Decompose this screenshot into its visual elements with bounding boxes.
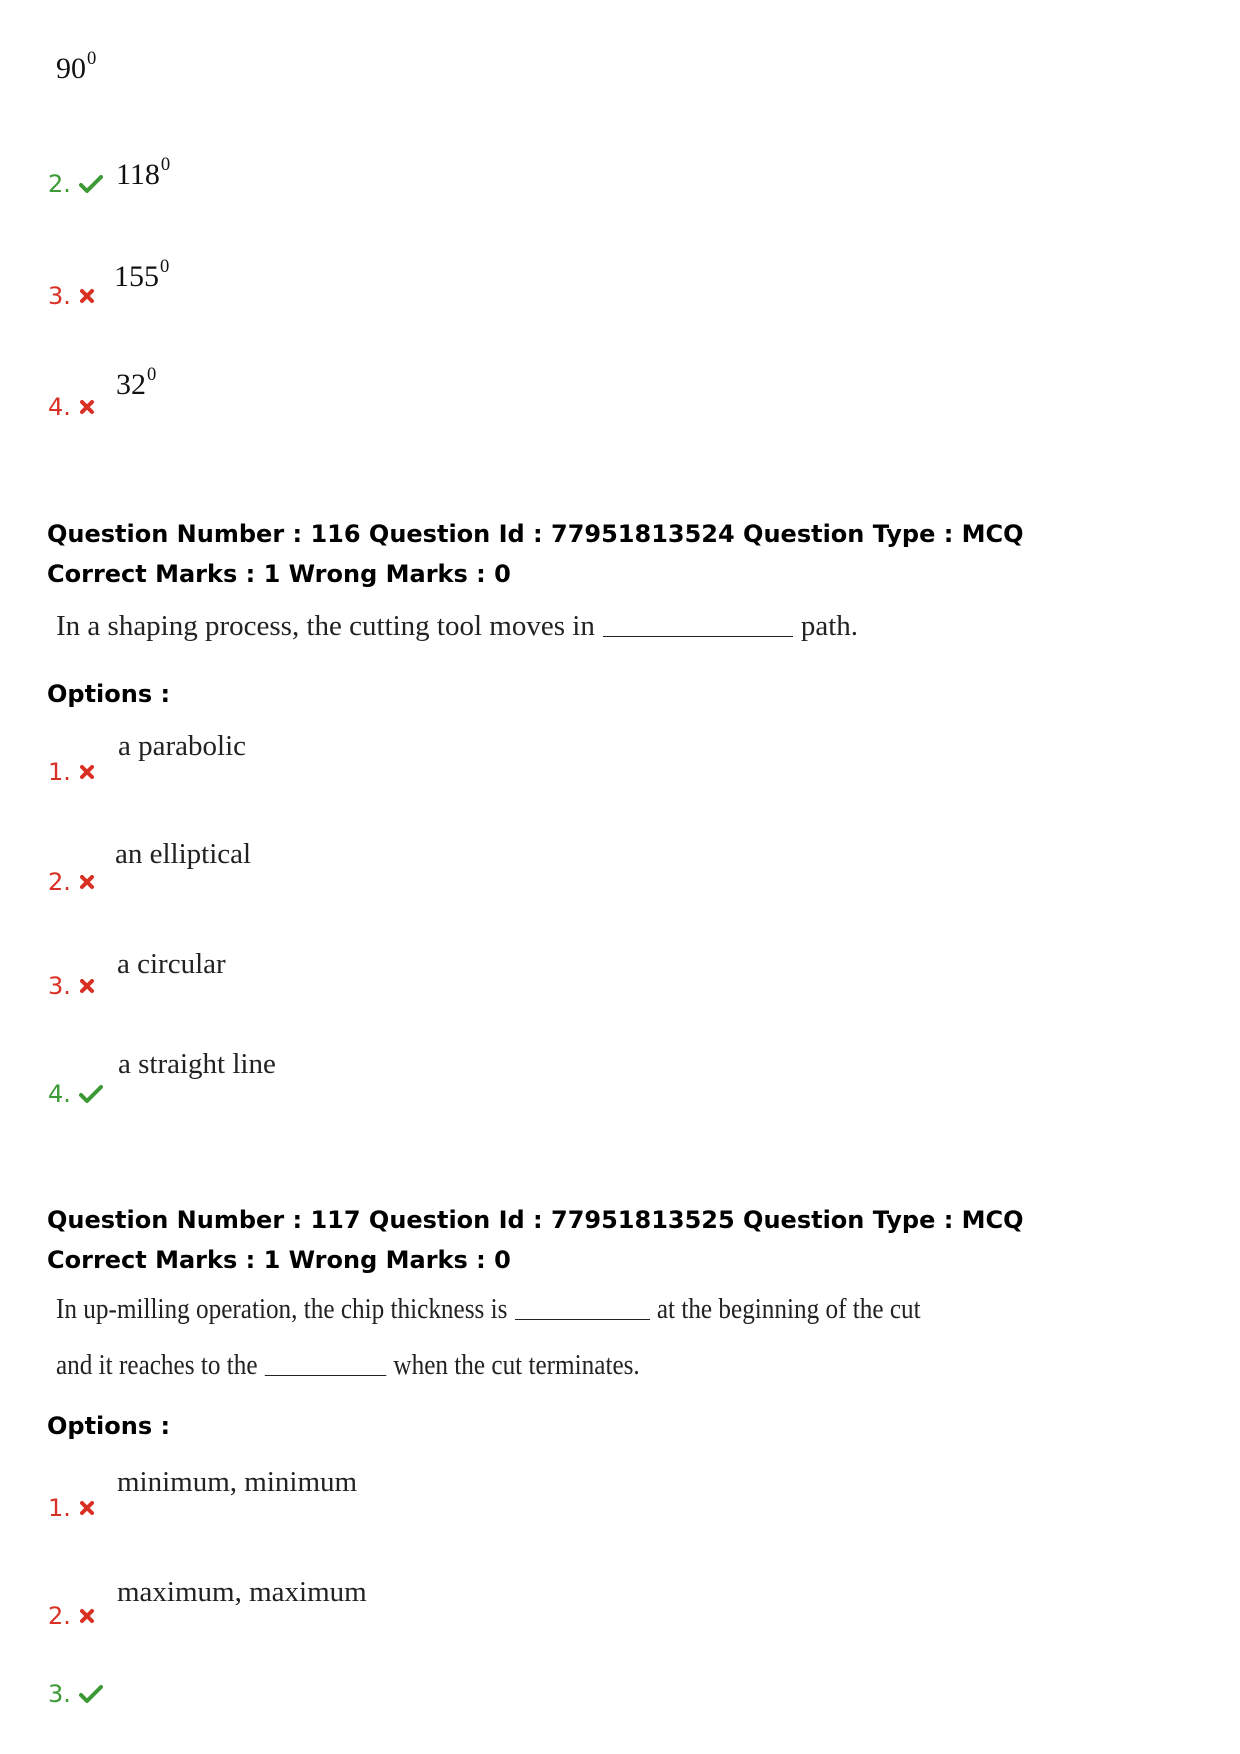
cross-icon <box>79 1500 95 1516</box>
answer-blank <box>603 636 793 637</box>
check-icon <box>79 1084 103 1104</box>
option-number: 2. <box>48 170 103 198</box>
cross-icon <box>79 874 95 890</box>
option-number: 3. <box>48 972 95 1000</box>
question-text-line: and it reaches to the when the cut terminates. <box>56 1350 640 1381</box>
option-text: a parabolic <box>118 730 247 762</box>
option-number: 4. <box>48 1080 103 1108</box>
question-text-line: In up-milling operation, the chip thickness is at the beginning of the cut <box>56 1294 921 1325</box>
check-icon <box>79 1684 103 1704</box>
option-text: $32^0$ <box>116 364 157 401</box>
option-number: 3. <box>48 282 95 310</box>
answer-blank <box>265 1375 386 1376</box>
cross-icon <box>79 288 95 304</box>
question-header <box>47 1200 1024 1280</box>
option-text: a straight line <box>118 1048 276 1080</box>
options-heading: Options : <box>47 680 171 708</box>
option-number: 1. <box>48 758 95 786</box>
option-number: 4. <box>48 393 95 421</box>
option-number: 3. <box>48 1680 103 1708</box>
cross-icon <box>79 764 95 780</box>
cross-icon <box>79 399 95 415</box>
option-text: $155^0$ <box>114 256 170 293</box>
option-text: a circular <box>117 948 226 980</box>
option-text: $90^0$ <box>56 48 97 85</box>
option-number: 2. <box>48 1602 95 1630</box>
answer-blank <box>515 1319 650 1320</box>
option-text: maximum, maximum <box>117 1576 367 1608</box>
option-number: 1. <box>48 1494 95 1522</box>
cross-icon <box>79 978 95 994</box>
options-heading: Options : <box>47 1412 171 1440</box>
question-header <box>47 514 1024 594</box>
cross-icon <box>79 1608 95 1624</box>
option-text: $118^0$ <box>116 154 171 191</box>
option-text: minimum, minimum <box>117 1466 358 1498</box>
question-meta: Question Number : 116 Question Id : 77951813524 Question Type : MCQ <box>47 520 1024 548</box>
question-meta: Question Number : 117 Question Id : 77951813525 Question Type : MCQ <box>47 1206 1024 1234</box>
option-text: an elliptical <box>115 838 252 870</box>
check-icon <box>79 174 103 194</box>
option-number: 2. <box>48 868 95 896</box>
marks-meta: Correct Marks : 1 Wrong Marks : 0 <box>47 1246 511 1274</box>
marks-meta: Correct Marks : 1 Wrong Marks : 0 <box>47 560 511 588</box>
question-text: In a shaping process, the cutting tool moves in path. <box>56 610 859 642</box>
